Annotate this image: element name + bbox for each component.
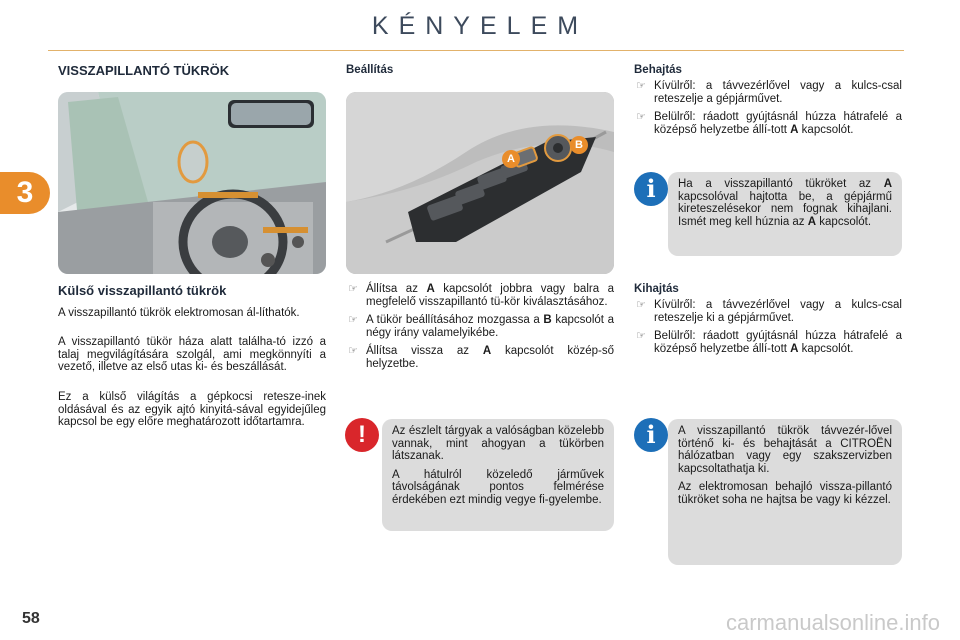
warning-icon: ! xyxy=(345,418,379,452)
pointing-hand-icon: ☞ xyxy=(348,314,358,326)
label-a: A xyxy=(502,150,520,168)
info-note-2 xyxy=(668,419,902,565)
pointing-hand-icon: ☞ xyxy=(636,330,646,342)
list-item: ☞ Belülről: ráadott gyújtásnál húzza hátrafelé a középső helyzetbe állí-tott A kapcsolót. xyxy=(636,330,902,355)
chapter-tab: 3 xyxy=(0,172,50,214)
pointing-hand-icon: ☞ xyxy=(348,283,358,295)
info-text-1: A visszapillantó tükrök távvezér-lővel történő ki- és behajtását a CITROËN hálózatban vagy egy szakszervizben kapcsoltathatja ki. xyxy=(678,425,892,475)
paragraph-2: A visszapillantó tükör háza alatt találha-tó izzó a talaj megvilágítására szolgál, ami megkönnyíti a vezető, illetve az első utas ki- és beszállását. xyxy=(58,336,326,373)
pointing-hand-icon: ☞ xyxy=(636,80,646,92)
pointing-hand-icon: ☞ xyxy=(348,345,358,357)
warning-note xyxy=(382,419,614,531)
page-title: KÉNYELEM xyxy=(371,12,589,40)
adjust-heading: Beállítás xyxy=(346,64,394,76)
list-item: ☞ Kívülről: a távvezérlővel vagy a kulcs-csal reteszelje a gépjárművet. xyxy=(636,80,902,105)
title-divider xyxy=(48,50,904,51)
watermark: carmanualsonline.info xyxy=(725,610,940,635)
info-note-1: Ha a visszapillantó tükröket az A kapcsolóval hajtotta be, a gépjármű kireteszelésekor nem fognak kihajlani. Ismét meg kell húznia az A kapcsolót. xyxy=(668,172,902,256)
section-title: VISSZAPILLANTÓ TÜKRÖK xyxy=(58,63,230,78)
car-interior-photo xyxy=(58,92,326,274)
info-text-2: Az elektromosan behajló vissza-pillantó tükröket soha ne hajtsa be vagy ki kézzel. xyxy=(678,481,892,506)
warning-text-2: A hátulról közeledő járművek távolságának pontos felmérése érdekében ezt mindig vegye fi-gyelembe. xyxy=(392,468,604,506)
adjust-steps xyxy=(346,283,614,376)
label-b: B xyxy=(570,136,588,154)
subsection-title: Külső visszapillantó tükrök xyxy=(58,283,227,298)
fold-steps xyxy=(634,80,902,142)
pointing-hand-icon: ☞ xyxy=(636,111,646,123)
info-icon: i xyxy=(634,172,668,206)
paragraph-1: A visszapillantó tükrök elektromosan ál-líthatók. xyxy=(58,307,300,319)
pointing-hand-icon: ☞ xyxy=(636,299,646,311)
list-item: ☞ Kívülről: a távvezérlővel vagy a kulcs-csal reteszelje ki a gépjárművet. xyxy=(636,299,902,324)
unfold-heading: Kihajtás xyxy=(634,283,679,295)
paragraph-3: Ez a külső világítás a gépkocsi retesze-inek oldásával és az egyik ajtó kinyitá-sával egyidejűleg kapcsol be egy előre meghatározott időtartamra. xyxy=(58,391,326,428)
list-item: ☞ A tükör beállításához mozgassa a B kapcsolót a négy irány valamelyikébe. xyxy=(348,314,615,339)
info-icon: i xyxy=(634,418,668,452)
fold-heading: Behajtás xyxy=(634,64,682,76)
list-item: ☞ Állítsa vissza az A kapcsolót közép-ső helyzetbe. xyxy=(348,345,614,370)
list-item: ☞ Belülről: ráadott gyújtásnál húzza hátrafelé a középső helyzetbe állí-tott A kapcsolót. xyxy=(636,111,902,136)
door-switch-photo xyxy=(346,92,614,274)
warning-text-1: Az észlelt tárgyak a valóságban közelebb vannak, mint ahogyan a tükörben látszanak. xyxy=(392,425,604,462)
unfold-steps xyxy=(634,299,902,361)
page-number: 58 xyxy=(22,610,40,627)
list-item: ☞ Állítsa az A kapcsolót jobbra vagy balra a megfelelő visszapillantó tü-kör kiválasztásához. xyxy=(348,283,614,308)
